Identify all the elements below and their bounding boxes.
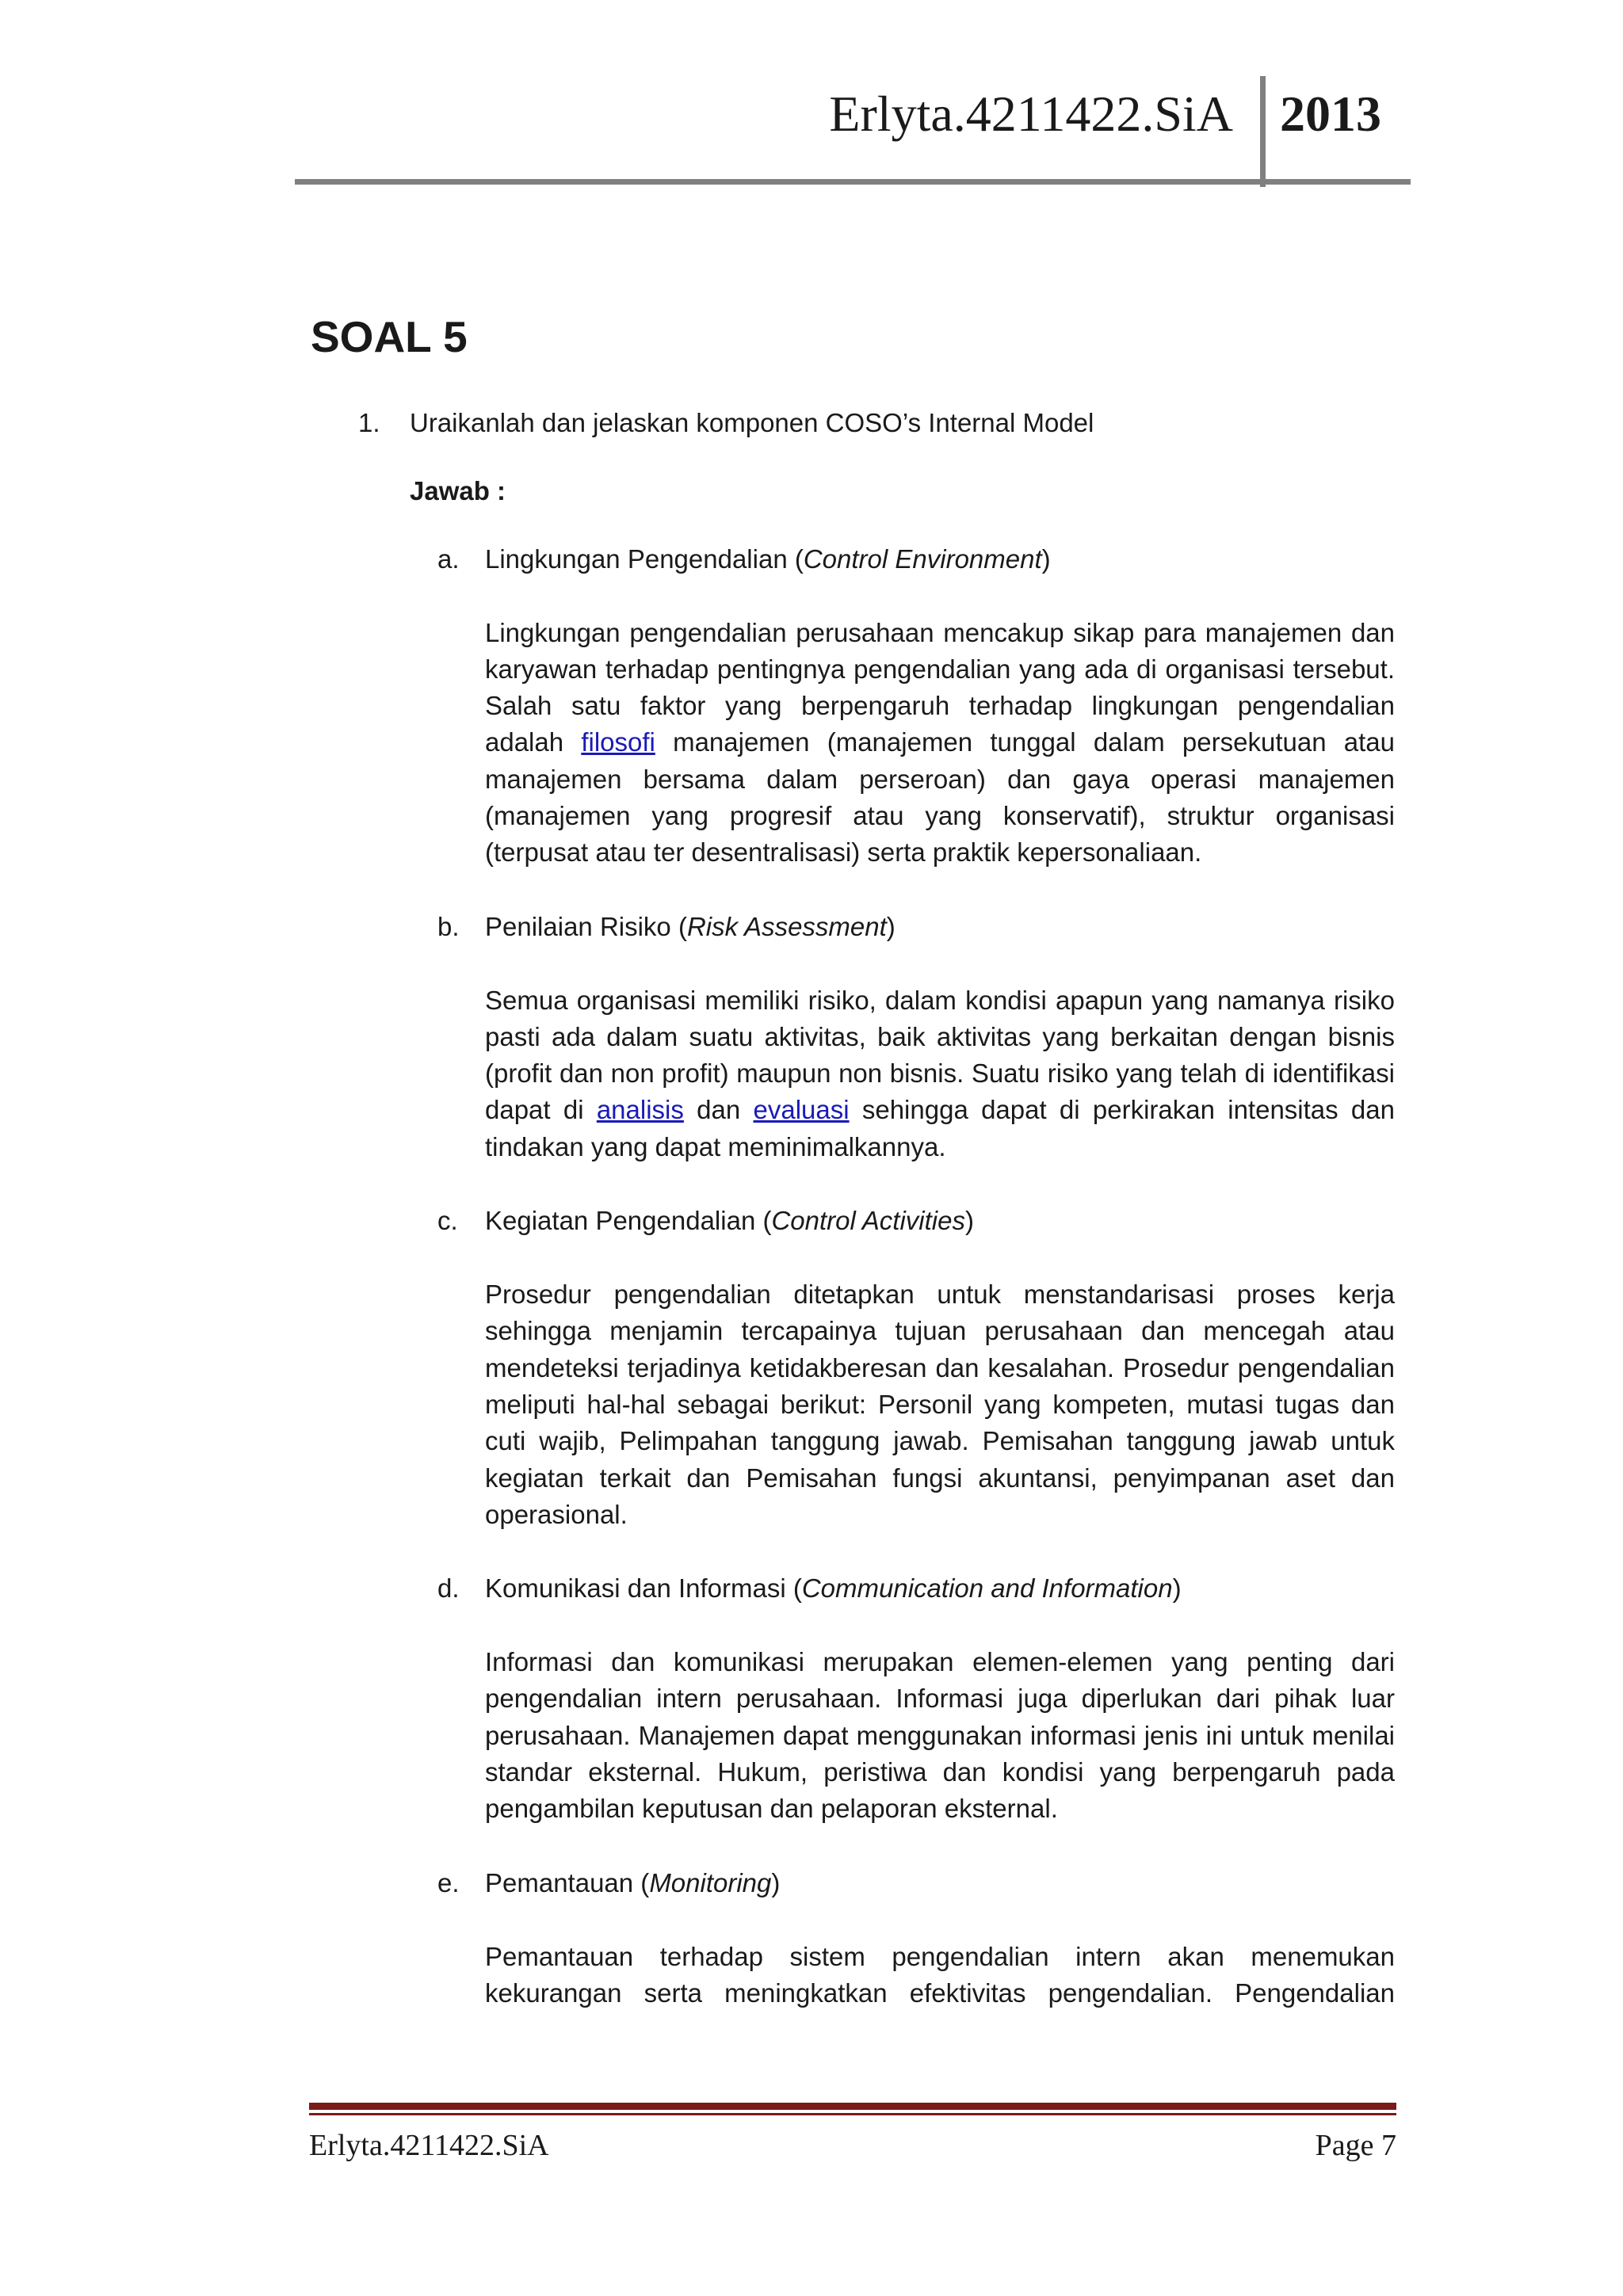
- footer-rule-thin: [309, 2113, 1396, 2115]
- item-heading: [437, 541, 1396, 578]
- item-title: Komunikasi dan Informasi (: [485, 1573, 802, 1604]
- paragraph-text: Semua organisasi memiliki risiko, dalam kondisi apapun yang namanya risiko pasti ada dalam suatu aktivitas, baik aktivitas yang berkaitan dengan bisnis (profit dan non profit) maupun non bisnis. Suatu risiko yang telah di identifikasi dapat di: [485, 985, 1395, 1125]
- item-paragraph: [485, 615, 1395, 871]
- item-title-italic: Control Activities: [771, 1206, 965, 1236]
- paragraph-text: manajemen (manajemen tunggal dalam persekutuan atau manajemen bersama dalam perseroan) dan gaya operasi manajemen (manajemen yang progresif atau yang konservatif), struktur organisasi (terpusat atau ter desentralisasi) serta praktik kepersonaliaan.: [485, 727, 1395, 868]
- item-heading: [437, 1203, 1396, 1239]
- question-text: Uraikanlah dan jelaskan komponen COSO’s Internal Model: [410, 407, 1094, 437]
- item-title-italic: Communication and Information: [801, 1573, 1173, 1604]
- list-item-c: [437, 1203, 1396, 1533]
- link-analisis[interactable]: analisis: [596, 1095, 684, 1125]
- list-item-e: [437, 1865, 1396, 2012]
- page-header: [295, 76, 1411, 187]
- item-title: Kegiatan Pengendalian (: [485, 1206, 772, 1236]
- item-title: Penilaian Risiko (: [485, 911, 687, 941]
- item-title: Lingkungan Pengendalian (: [485, 543, 804, 574]
- item-title-end: ): [964, 1206, 974, 1236]
- item-letter: e.: [437, 1867, 460, 1897]
- paragraph-text: Informasi dan komunikasi merupakan elemen-elemen yang penting dari pengendalian intern perusahaan. Informasi juga diperlukan dari pihak luar perusahaan. Manajemen dapat menggunakan informasi jenis ini untuk menilai standar eksternal. Hukum, peristiwa dan kondisi yang berpengaruh pada pengambilan keputusan dan pelaporan eksternal.: [485, 1647, 1395, 1824]
- list-item-a: [437, 541, 1396, 871]
- item-heading: [437, 1570, 1396, 1607]
- list-item-d: [437, 1570, 1396, 1827]
- list-item-b: [437, 909, 1396, 1165]
- item-heading: [437, 1865, 1396, 1901]
- item-title-end: ): [1041, 543, 1051, 574]
- link-evaluasi[interactable]: evaluasi: [753, 1095, 850, 1125]
- paragraph-text: Lingkungan pengendalian perusahaan mencakup sikap para manajemen dan karyawan terhadap pentingnya pengendalian yang ada di organisasi tersebut. Salah satu faktor yang berpengaruh terhadap lingkungan pengendalian adalah: [485, 617, 1395, 757]
- paragraph-text: Prosedur pengendalian ditetapkan untuk menstandarisasi proses kerja sehingga menjamin tercapainya tujuan perusahaan dan mencegah atau mendeteksi terjadinya ketidakberesan dan kesalahan. Prosedur pengendalian meliputi hal-hal sebagai berikut: Personil yang kompeten, mutasi tugas dan cuti wajib, Pelimpahan tanggung jawab. Pemisahan tanggung jawab untuk kegiatan terkait dan Pemisahan fungsi akuntansi, penyimpanan aset dan operasional.: [485, 1280, 1395, 1529]
- item-title: Pemantauan (: [485, 1867, 650, 1897]
- footer-rule: [309, 2103, 1396, 2110]
- header-divider: [1260, 76, 1266, 187]
- item-title-end: ): [1172, 1573, 1182, 1604]
- answer-label: Jawab :: [410, 475, 506, 505]
- paragraph-text: dan: [683, 1095, 754, 1125]
- item-paragraph: [485, 1644, 1395, 1827]
- header-year: 2013: [1280, 86, 1381, 142]
- item-title-italic: Monitoring: [649, 1867, 772, 1897]
- header-author: Erlyta.4211422.SiA: [829, 86, 1233, 142]
- item-title-italic: Control Environment: [803, 543, 1042, 574]
- question-number: 1.: [358, 407, 380, 437]
- paragraph-text: Pemantauan terhadap sistem pengendalian intern akan menemukan kekurangan serta meningkatkan efektivitas pengendalian. Pengendalian: [485, 1941, 1395, 2008]
- question-1: [311, 405, 1396, 441]
- item-letter: c.: [437, 1206, 458, 1236]
- item-letter: b.: [437, 911, 460, 941]
- item-title-end: ): [886, 911, 896, 941]
- page-title: SOAL 5: [311, 312, 468, 361]
- header-rule: [295, 179, 1411, 185]
- item-title-italic: Risk Assessment: [686, 911, 887, 941]
- item-title-end: ): [771, 1867, 781, 1897]
- item-paragraph: [485, 982, 1395, 1165]
- footer-author: Erlyta.4211422.SiA: [309, 2129, 549, 2162]
- page-number: Page 7: [1315, 2129, 1396, 2162]
- document-body: [311, 313, 1396, 2049]
- paragraph-text: sehingga dapat di perkirakan intensitas dan tindakan yang dapat meminimalkannya.: [485, 1095, 1395, 1161]
- link-filosofi[interactable]: filosofi: [581, 727, 655, 757]
- item-letter: d.: [437, 1573, 460, 1604]
- item-heading: [437, 909, 1396, 945]
- item-paragraph: [485, 1276, 1395, 1533]
- item-letter: a.: [437, 543, 460, 574]
- item-paragraph: [485, 1939, 1395, 2012]
- answer-list: [311, 541, 1396, 2012]
